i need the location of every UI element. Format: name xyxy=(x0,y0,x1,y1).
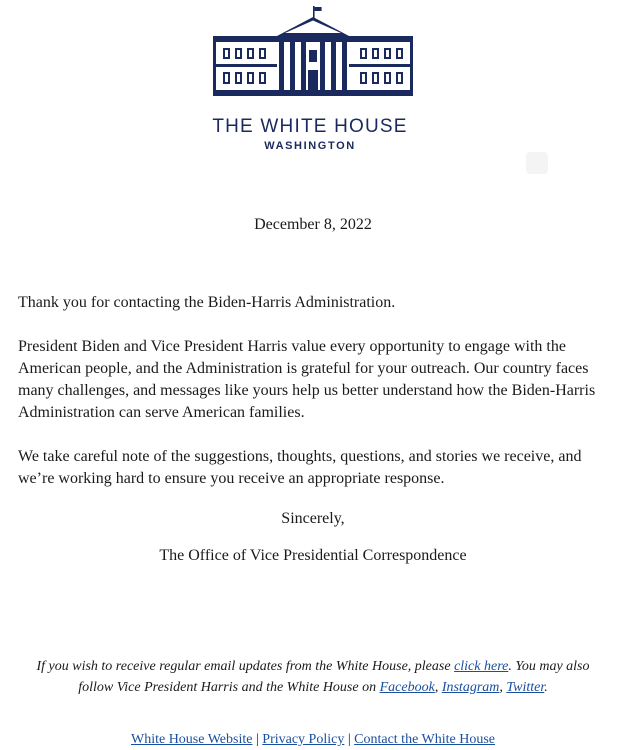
letter-date: December 8, 2022 xyxy=(254,216,372,233)
letter-paragraph: Thank you for contacting the Biden-Harris Administration. xyxy=(18,294,396,311)
twitter-link[interactable]: Twitter xyxy=(506,680,545,695)
letter-signature: The Office of Vice Presidential Correspondence xyxy=(159,547,467,564)
brand-subtitle: WASHINGTON xyxy=(264,140,356,152)
facebook-link[interactable]: Facebook xyxy=(379,680,435,695)
letter-closing: Sincerely, xyxy=(281,510,345,527)
brand-title: THE WHITE HOUSE xyxy=(212,116,408,137)
footer-note-text: . xyxy=(544,680,548,695)
instagram-link[interactable]: Instagram xyxy=(441,680,500,695)
white-house-website-link[interactable]: White House Website xyxy=(130,732,253,747)
click-here-link[interactable]: click here xyxy=(454,659,509,674)
footer-note-comma: , xyxy=(434,680,442,695)
footer-note-comma: , xyxy=(499,680,507,695)
footer-note xyxy=(20,656,606,698)
letter-paragraph: We take careful note of the suggestions, thoughts, questions, and stories we receive, and we’re working hard to ensure you receive an appropriate response. xyxy=(18,448,582,487)
footer-note-text: . You may also follow Vice President Harris and the White House on xyxy=(78,659,590,695)
footer-separator: | xyxy=(255,732,259,747)
footer-links xyxy=(0,732,620,748)
white-house-logo-icon xyxy=(213,6,413,98)
footer-separator: | xyxy=(347,732,351,747)
faint-decoration xyxy=(526,152,548,174)
letter-paragraph: President Biden and Vice President Harris value every opportunity to engage with the American people, and the Administration is grateful for your outreach. Our country faces many challenges, and messages like yours help us better understand how the Biden-Harris Administration can serve American families. xyxy=(18,338,596,421)
privacy-policy-link[interactable]: Privacy Policy xyxy=(262,732,345,747)
letter-body xyxy=(18,292,608,512)
footer-note-text: If you wish to receive regular email updates from the White House, please xyxy=(36,659,455,674)
contact-link[interactable]: Contact the White House xyxy=(354,732,496,747)
